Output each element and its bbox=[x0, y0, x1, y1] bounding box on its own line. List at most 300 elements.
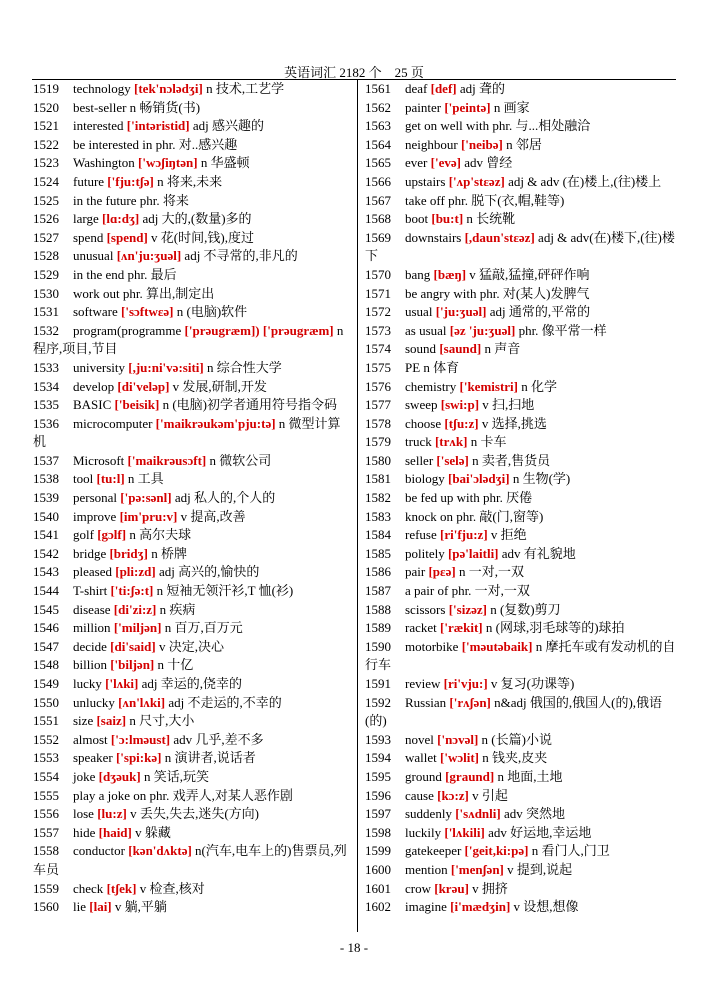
entry-phonetic: [saiz] bbox=[96, 713, 127, 729]
entry-word: microcomputer bbox=[73, 415, 153, 431]
entry-phonetic: [tʃu:z] bbox=[444, 415, 479, 431]
entry-definition: n 邻居 bbox=[506, 136, 542, 152]
entry-definition: n 程序,项目,节目 bbox=[33, 322, 344, 357]
page-header: 英语词汇 2182 个 25 页 bbox=[284, 65, 424, 80]
vocab-entry bbox=[33, 470, 353, 489]
entry-number: 1574 bbox=[365, 341, 391, 357]
entry-word: choose bbox=[405, 415, 442, 431]
entry-word: develop bbox=[73, 378, 115, 394]
entry-phonetic: ['ɔ:lməust] bbox=[110, 731, 171, 747]
entry-number: 1546 bbox=[33, 620, 59, 636]
entry-definition: n 畅销货(书) bbox=[129, 99, 201, 115]
vocab-entry bbox=[365, 266, 676, 285]
entry-number: 1529 bbox=[33, 266, 59, 282]
entry-word: program(programme bbox=[73, 322, 182, 338]
entry-definition: n 长统靴 bbox=[466, 211, 516, 227]
entry-word: pair bbox=[405, 564, 426, 580]
entry-word: million bbox=[73, 620, 111, 636]
entry-phonetic: [haid] bbox=[98, 824, 132, 840]
vocab-entry bbox=[33, 247, 353, 266]
vocab-entry bbox=[33, 694, 353, 713]
entry-phonetic: [tu:l] bbox=[96, 471, 125, 487]
entry-number: 1598 bbox=[365, 824, 391, 840]
vocab-entry bbox=[365, 99, 676, 118]
left-column bbox=[33, 80, 353, 917]
entry-phonetic: [bæŋ] bbox=[433, 266, 467, 282]
entry-phonetic: [di'said] bbox=[110, 638, 156, 654]
entry-definition: n 生物(学) bbox=[512, 471, 571, 487]
entry-phonetic: [di'veləp] bbox=[117, 378, 170, 394]
entry-word: billion bbox=[73, 657, 107, 673]
entry-number: 1539 bbox=[33, 490, 59, 506]
entry-number: 1556 bbox=[33, 806, 59, 822]
entry-word: novel bbox=[405, 731, 434, 747]
vocab-entry bbox=[33, 619, 353, 638]
vocab-entry bbox=[33, 192, 353, 211]
entry-word: Microsoft bbox=[73, 452, 125, 468]
entry-definition: n 卖者,售货员 bbox=[472, 452, 551, 468]
entry-phonetic: ['sɔftwεə] bbox=[121, 304, 174, 320]
entry-definition: v 拒绝 bbox=[490, 527, 527, 543]
entry-number: 1557 bbox=[33, 824, 59, 840]
entry-number: 1537 bbox=[33, 452, 59, 468]
entry-word: ever bbox=[405, 155, 428, 171]
entry-word: a pair of bbox=[405, 583, 449, 599]
entry-number: 1585 bbox=[365, 545, 391, 561]
vocab-entry bbox=[365, 749, 676, 768]
entry-phonetic: [,ju:ni'və:siti] bbox=[128, 359, 204, 375]
entry-definition: v 扫,扫地 bbox=[482, 397, 535, 413]
entry-definition: v 发展,研制,开发 bbox=[172, 378, 267, 394]
entry-word: personal bbox=[73, 490, 118, 506]
entry-phonetic: ['sʌdnli] bbox=[455, 806, 501, 822]
entry-word: cause bbox=[405, 787, 434, 803]
entry-word: improve bbox=[73, 508, 117, 524]
vocab-entry bbox=[33, 396, 353, 415]
entry-number: 1591 bbox=[365, 676, 391, 691]
entry-phonetic: [pə'laitli] bbox=[447, 545, 499, 561]
entry-phonetic: ['sizəz] bbox=[448, 601, 487, 617]
entry-number: 1541 bbox=[33, 527, 59, 543]
entry-definition: v 拥挤 bbox=[472, 880, 508, 896]
entry-phonetic: [di'zi:z] bbox=[113, 601, 157, 617]
entry-number: 1586 bbox=[365, 564, 391, 580]
entry-word: interested bbox=[73, 118, 124, 134]
entry-definition: n 尺寸,大小 bbox=[129, 713, 195, 729]
entry-word: knock on bbox=[405, 508, 454, 524]
entry-phonetic: ['nɔvəl] bbox=[437, 731, 479, 747]
vocab-entry bbox=[33, 898, 353, 917]
entry-number: 1544 bbox=[33, 583, 59, 599]
vocab-entry bbox=[365, 303, 676, 322]
entry-number: 1595 bbox=[365, 768, 391, 784]
entry-phonetic: [krəu] bbox=[434, 880, 469, 896]
vocab-entry bbox=[33, 359, 353, 378]
entry-definition: adj 通常的,平常的 bbox=[489, 304, 591, 320]
vocab-entry bbox=[33, 99, 353, 118]
entry-definition: adv 好运地,幸运地 bbox=[488, 824, 592, 840]
entry-number: 1600 bbox=[365, 861, 391, 877]
entry-definition: v 引起 bbox=[472, 787, 508, 803]
entry-phonetic: [trʌk] bbox=[434, 434, 468, 450]
entry-number: 1523 bbox=[33, 155, 59, 171]
entry-phonetic: ['prəugræm]) ['prəugræm] bbox=[184, 322, 334, 338]
entry-word: speaker bbox=[73, 750, 113, 766]
entry-phonetic: [ri'fju:z] bbox=[440, 527, 488, 543]
entry-word: upstairs bbox=[405, 173, 446, 189]
entry-word: refuse bbox=[405, 527, 437, 543]
vocab-entry bbox=[365, 601, 676, 620]
entry-word: in the end bbox=[73, 266, 125, 282]
entry-word: painter bbox=[405, 99, 442, 115]
entry-phonetic: ['ju:ʒuəl] bbox=[435, 304, 487, 320]
entry-word: bridge bbox=[73, 545, 107, 561]
entry-phonetic: [tʃek] bbox=[106, 880, 137, 896]
entry-definition: phr. 与...相处融洽 bbox=[492, 118, 591, 134]
entry-definition: phr. 对..感兴趣 bbox=[155, 136, 238, 152]
entry-number: 1579 bbox=[365, 434, 391, 450]
entry-definition: adj & adv (在)楼上,(往)楼上 bbox=[508, 173, 662, 189]
entry-number: 1566 bbox=[365, 173, 391, 189]
vocab-entry bbox=[33, 731, 353, 750]
entry-phonetic: ['fju:tʃə] bbox=[107, 173, 154, 189]
entry-word: politely bbox=[405, 545, 445, 561]
entry-number: 1554 bbox=[33, 768, 59, 784]
vocab-entry bbox=[33, 322, 353, 359]
entry-definition: n (网球,羽毛球等的)球拍 bbox=[485, 620, 625, 636]
entry-word: play a joke on bbox=[73, 787, 147, 803]
entry-word: joke bbox=[73, 768, 96, 784]
entry-word: sound bbox=[405, 341, 437, 357]
entry-word: biology bbox=[405, 471, 445, 487]
vocab-entry bbox=[365, 787, 676, 806]
entry-word: unlucky bbox=[73, 694, 115, 710]
entry-word: lie bbox=[73, 899, 86, 915]
entry-number: 1550 bbox=[33, 694, 59, 710]
entry-definition: n 地面,土地 bbox=[497, 768, 563, 784]
entry-phonetic: ['pə:sənl] bbox=[120, 490, 172, 506]
entry-definition: n (电脑)初学者通用符号指令码 bbox=[162, 397, 338, 413]
entry-definition: phr. 厌倦 bbox=[482, 490, 533, 506]
entry-word: technology bbox=[73, 81, 131, 96]
vocab-entry bbox=[33, 787, 353, 806]
entry-definition: adj 大的,(数量)多的 bbox=[142, 211, 252, 227]
entry-number: 1519 bbox=[33, 81, 59, 96]
entry-number: 1583 bbox=[365, 508, 391, 524]
entry-number: 1520 bbox=[33, 99, 59, 115]
entry-word: scissors bbox=[405, 601, 446, 617]
vocab-entry bbox=[365, 415, 676, 434]
entry-definition: n 华盛顿 bbox=[200, 155, 250, 171]
entry-word: hide bbox=[73, 824, 96, 840]
vocab-entry bbox=[33, 229, 353, 248]
entry-number: 1545 bbox=[33, 601, 59, 617]
entry-definition: phr. 脱下(衣,帽,鞋等) bbox=[448, 192, 565, 208]
entry-definition: n 钱夹,皮夹 bbox=[482, 750, 548, 766]
entry-number: 1575 bbox=[365, 359, 391, 375]
entry-word: BASIC bbox=[73, 397, 112, 413]
entry-word: tool bbox=[73, 471, 94, 487]
entry-number: 1594 bbox=[365, 750, 391, 766]
vocab-entry bbox=[365, 80, 676, 99]
entry-phonetic: ['miljən] bbox=[113, 620, 162, 636]
entry-word: lucky bbox=[73, 676, 102, 691]
entry-word: be angry with bbox=[405, 285, 477, 301]
entry-word: get on well with bbox=[405, 118, 490, 134]
entry-word: suddenly bbox=[405, 806, 452, 822]
entry-number: 1592 bbox=[365, 694, 391, 710]
entry-word: be interested in bbox=[73, 136, 153, 152]
entry-number: 1535 bbox=[33, 397, 59, 413]
entry-phonetic: [lai] bbox=[89, 899, 112, 915]
entry-phonetic: [pεə] bbox=[428, 564, 456, 580]
vocab-entry bbox=[365, 210, 676, 229]
entry-number: 1593 bbox=[365, 731, 391, 747]
entry-definition: adj 不寻常的,非凡的 bbox=[184, 248, 298, 264]
entry-word: future bbox=[73, 173, 105, 189]
entry-number: 1525 bbox=[33, 192, 59, 208]
entry-definition: n 看门人,门卫 bbox=[531, 843, 610, 859]
entry-definition: v 花(时间,钱),度过 bbox=[151, 229, 254, 245]
entry-definition: adj 幸运的,侥幸的 bbox=[141, 676, 243, 691]
entry-word: work out bbox=[73, 285, 120, 301]
entry-definition: adj & adv(在)楼下,(往)楼下 bbox=[365, 229, 675, 264]
entry-number: 1589 bbox=[365, 620, 391, 636]
vocab-entry bbox=[33, 117, 353, 136]
vocab-entry bbox=[33, 638, 353, 657]
entry-phonetic: [gɔlf] bbox=[97, 527, 127, 543]
entry-number: 1587 bbox=[365, 583, 391, 599]
entry-phonetic: ['ti:ʃə:t] bbox=[110, 583, 154, 599]
vocab-entry bbox=[365, 154, 676, 173]
entry-definition: n 疾病 bbox=[159, 601, 196, 617]
entry-word: racket bbox=[405, 620, 437, 636]
vocab-entry bbox=[365, 731, 676, 750]
entry-word: pleased bbox=[73, 564, 112, 580]
entry-number: 1582 bbox=[365, 490, 391, 506]
entry-definition: phr. 一对,一双 bbox=[451, 583, 530, 599]
entry-number: 1542 bbox=[33, 545, 59, 561]
entry-number: 1526 bbox=[33, 211, 59, 227]
entry-word: ground bbox=[405, 768, 442, 784]
entry-phonetic: ['ʌp'stεəz] bbox=[448, 173, 505, 189]
vocab-entry bbox=[365, 619, 676, 638]
vocab-entry bbox=[33, 545, 353, 564]
entry-word: T-shirt bbox=[73, 583, 108, 599]
entry-definition: v 选择,挑选 bbox=[481, 415, 547, 431]
entry-number: 1567 bbox=[365, 192, 391, 208]
vocab-entry bbox=[365, 359, 676, 378]
entry-word: seller bbox=[405, 452, 434, 468]
entry-word: luckily bbox=[405, 824, 442, 840]
right-column bbox=[365, 80, 676, 917]
entry-number: 1551 bbox=[33, 713, 59, 729]
entry-word: chemistry bbox=[405, 378, 457, 394]
entry-phonetic: ['maikrəukəm'pju:tə] bbox=[155, 415, 276, 431]
entry-word: crow bbox=[405, 880, 431, 896]
entry-number: 1597 bbox=[365, 806, 391, 822]
vocab-entry bbox=[33, 173, 353, 192]
vocab-entry bbox=[365, 563, 676, 582]
entry-number: 1581 bbox=[365, 471, 391, 487]
vocab-entry bbox=[33, 210, 353, 229]
entry-number: 1549 bbox=[33, 676, 59, 691]
entry-number: 1527 bbox=[33, 229, 59, 245]
entry-definition: v 躺,平躺 bbox=[114, 899, 167, 915]
entry-definition: adj 高兴的,愉快的 bbox=[158, 564, 260, 580]
vocab-entry bbox=[365, 340, 676, 359]
vocab-entry bbox=[33, 805, 353, 824]
entry-phonetic: ['məutəbaik] bbox=[461, 638, 533, 654]
entry-word: lose bbox=[73, 806, 94, 822]
entry-word: spend bbox=[73, 229, 104, 245]
entry-number: 1577 bbox=[365, 397, 391, 413]
entry-definition: phr. 戏弄人,对某人恶作剧 bbox=[149, 787, 293, 803]
vocab-entry bbox=[365, 433, 676, 452]
entry-number: 1548 bbox=[33, 657, 59, 673]
entry-number: 1552 bbox=[33, 731, 59, 747]
entry-definition: v 决定,决心 bbox=[158, 638, 224, 654]
vocab-entry bbox=[365, 861, 676, 880]
vocab-entry bbox=[33, 601, 353, 620]
entry-phonetic: ['selə] bbox=[436, 452, 469, 468]
entry-definition: adv 突然地 bbox=[503, 806, 565, 822]
vocab-entry bbox=[365, 470, 676, 489]
entry-number: 1521 bbox=[33, 118, 59, 134]
entry-phonetic: [əz 'ju:ʒuəl] bbox=[449, 322, 516, 338]
entry-phonetic: ['lʌkili] bbox=[444, 824, 485, 840]
entry-definition: n 卡车 bbox=[470, 434, 507, 450]
vocab-entry bbox=[33, 563, 353, 582]
entry-number: 1558 bbox=[33, 843, 59, 859]
entry-number: 1569 bbox=[365, 229, 391, 245]
entry-definition: n 技术,工艺学 bbox=[206, 81, 285, 96]
entry-number: 1538 bbox=[33, 471, 59, 487]
vocab-entry bbox=[33, 303, 353, 322]
entry-number: 1540 bbox=[33, 508, 59, 524]
entry-phonetic: ['biljən] bbox=[110, 657, 155, 673]
entry-definition: n 综合性大学 bbox=[206, 359, 282, 375]
vocab-entry bbox=[33, 582, 353, 601]
entry-definition: n 化学 bbox=[521, 378, 558, 394]
entry-definition: n 桥牌 bbox=[151, 545, 187, 561]
entry-definition: n 演讲者,说话者 bbox=[164, 750, 256, 766]
entry-definition: v 复习(功课等) bbox=[490, 676, 575, 691]
entry-number: 1532 bbox=[33, 322, 59, 338]
entry-word: decide bbox=[73, 638, 107, 654]
entry-number: 1524 bbox=[33, 173, 59, 189]
entry-definition: n 摩托车或有发动机的自行车 bbox=[365, 638, 676, 673]
entry-definition: n 笑话,玩笑 bbox=[143, 768, 209, 784]
entry-definition: phr. 将来 bbox=[139, 192, 189, 208]
entry-word: large bbox=[73, 211, 99, 227]
vocab-entry bbox=[33, 452, 353, 471]
entry-number: 1562 bbox=[365, 99, 391, 115]
entry-word: gatekeeper bbox=[405, 843, 462, 859]
entry-word: usual bbox=[405, 304, 433, 320]
entry-word: as usual bbox=[405, 322, 447, 338]
entry-definition: n (长篇)小说 bbox=[481, 731, 552, 747]
entry-word: be fed up with bbox=[405, 490, 480, 506]
entry-definition: n 微型计算机 bbox=[33, 415, 341, 450]
entry-number: 1531 bbox=[33, 304, 59, 320]
entry-word: disease bbox=[73, 601, 111, 617]
entry-phonetic: [tek'nɔlədʒi] bbox=[134, 81, 203, 96]
entry-phonetic: [def] bbox=[430, 81, 457, 96]
entry-number: 1568 bbox=[365, 211, 391, 227]
entry-phonetic: [ri'vju:] bbox=[443, 676, 488, 691]
entry-number: 1559 bbox=[33, 880, 59, 896]
vocab-entry bbox=[365, 526, 676, 545]
entry-definition: n 画家 bbox=[493, 99, 530, 115]
entry-phonetic: ['wɔlit] bbox=[440, 750, 479, 766]
vocab-entry bbox=[365, 452, 676, 471]
entry-definition: n 百万,百万元 bbox=[164, 620, 243, 636]
entry-phonetic: [bu:t] bbox=[431, 211, 464, 227]
entry-definition: n 微软公司 bbox=[209, 452, 272, 468]
entry-definition: phr. 算出,制定出 bbox=[122, 285, 215, 301]
vocab-entry bbox=[365, 694, 676, 731]
vocab-entry bbox=[33, 712, 353, 731]
entry-definition: n 体育 bbox=[423, 359, 460, 375]
vocab-entry bbox=[365, 842, 676, 861]
entry-word: unusual bbox=[73, 248, 114, 264]
entry-number: 1564 bbox=[365, 136, 391, 152]
vocab-entry bbox=[365, 489, 676, 508]
entry-definition: n 一对,一双 bbox=[458, 564, 524, 580]
entry-definition: n 高尔夫球 bbox=[129, 527, 192, 543]
entry-phonetic: [lɑ:dʒ] bbox=[102, 211, 140, 227]
vocab-entry bbox=[365, 322, 676, 341]
vocab-entry bbox=[33, 749, 353, 768]
column-divider bbox=[357, 79, 358, 932]
entry-number: 1533 bbox=[33, 359, 59, 375]
page-number: - 18 - bbox=[339, 940, 369, 955]
vocab-entry bbox=[365, 117, 676, 136]
vocab-entry bbox=[33, 880, 353, 899]
vocab-entry bbox=[365, 805, 676, 824]
vocab-entry bbox=[33, 136, 353, 155]
entry-word: almost bbox=[73, 731, 108, 747]
entry-word: conductor bbox=[73, 843, 125, 859]
entry-definition: n 工具 bbox=[127, 471, 164, 487]
entry-definition: v 猛敲,猛撞,砰砰作响 bbox=[469, 266, 590, 282]
entry-word: bang bbox=[405, 266, 431, 282]
vocab-entry bbox=[33, 378, 353, 397]
entry-number: 1563 bbox=[365, 118, 391, 134]
entry-word: wallet bbox=[405, 750, 437, 766]
entry-definition: v 丢失,失去,迷失(方向) bbox=[130, 806, 259, 822]
entry-phonetic: ['rækit] bbox=[440, 620, 483, 636]
entry-definition: phr. 最后 bbox=[127, 266, 177, 282]
entry-phonetic: [ʌn'ju:ʒuəl] bbox=[116, 248, 182, 264]
entry-phonetic: [dʒəuk] bbox=[98, 768, 141, 784]
entry-phonetic: ['beisik] bbox=[114, 397, 160, 413]
entry-number: 1534 bbox=[33, 378, 59, 394]
entry-definition: n 将来,未来 bbox=[157, 173, 223, 189]
vocab-entry bbox=[33, 285, 353, 304]
entry-phonetic: ['peintə] bbox=[444, 99, 491, 115]
entry-phonetic: [bridʒ] bbox=[109, 545, 148, 561]
entry-definition: n&adj 俄国的,俄国人(的),俄语(的) bbox=[365, 694, 663, 729]
vocab-entry bbox=[33, 80, 353, 99]
vocab-entry bbox=[33, 508, 353, 527]
entry-phonetic: [pli:zd] bbox=[115, 564, 156, 580]
entry-definition: adj 不走运的,不幸的 bbox=[168, 694, 282, 710]
entry-number: 1536 bbox=[33, 415, 59, 431]
entry-definition: n (复数)剪刀 bbox=[490, 601, 561, 617]
entry-phonetic: ['neibə] bbox=[460, 136, 503, 152]
